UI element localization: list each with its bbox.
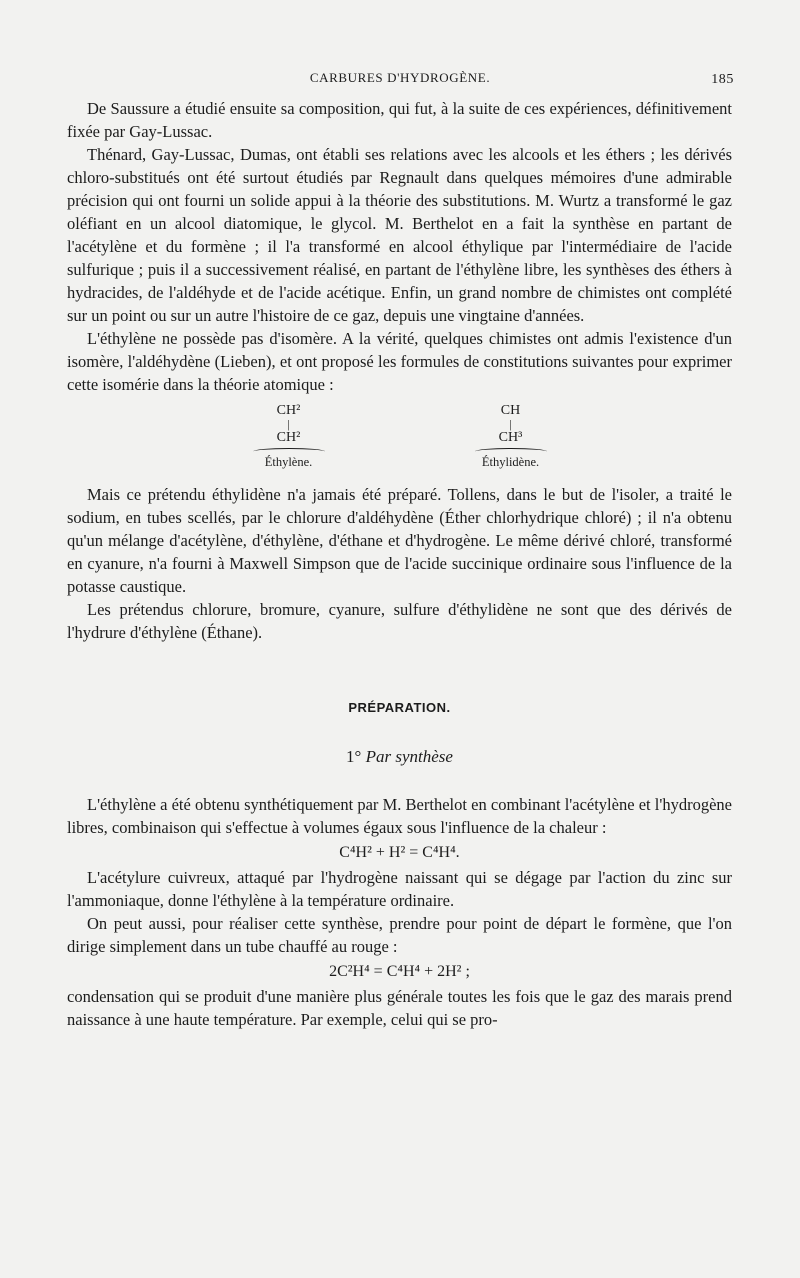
- formula-ethylidene: [475, 402, 547, 471]
- equation: 2C²H⁴ = C⁴H⁴ + 2H² ;: [329, 963, 470, 980]
- paragraph: Les prétendus chlorure, bromure, cyanure, sulfure d'éthylidène ne sont que des dérivés de l'hydrure d'éthylène (Éthane).: [67, 600, 732, 642]
- paragraph-continued: condensation qui se produit d'une manière plus générale toutes les fois que le gaz des marais prend naissance à une haute température. Par exemple, celui qui se pro-: [67, 987, 732, 1029]
- paragraph: L'éthylène a été obtenu synthétiquement par M. Berthelot en combinant l'acétylène et l'hydrogène libres, combinaison qui s'effectue à volumes égaux sous l'influence de la chaleur :: [67, 795, 732, 837]
- formula-bottom: CH²: [276, 430, 301, 445]
- equation: C⁴H² + H² = C⁴H⁴.: [339, 844, 460, 861]
- section-title: PRÉPARATION.: [348, 700, 451, 715]
- bond-line: |: [287, 417, 290, 431]
- paragraph: Mais ce prétendu éthylidène n'a jamais été préparé. Tollens, dans le but de l'isoler, a traité le sodium, en tubes scellés, par le chlorure d'aldéhydène (Éther chlorhydrique chloré) ; il n'a obtenu qu'un mélange d'acétylène, d'éthylène, d'éthane et d'hydrogène. Le même dérivé chloré, transformé en cyanure, n'a fourni à Maxwell Simpson que de l'acide succinique ordinaire sous l'influence de la potasse caustique.: [67, 485, 732, 596]
- formula-label: Éthylidène.: [481, 455, 540, 469]
- formula-label: Éthylène.: [264, 455, 313, 469]
- formula-bottom: CH³: [498, 430, 523, 445]
- formula-ethylene: [253, 402, 325, 471]
- bond-line: |: [509, 417, 512, 431]
- subsection-title: [67, 745, 732, 768]
- subsection-number: 1°: [346, 747, 362, 766]
- paragraph: De Saussure a étudié ensuite sa composition, qui fut, à la suite de ces expériences, définitivement fixée par Gay-Lussac.: [67, 99, 732, 141]
- page-header: [66, 70, 734, 92]
- paragraph: L'éthylène ne possède pas d'isomère. A la vérité, quelques chimistes ont admis l'existence d'un isomère, l'aldéhydène (Lieben), et ont proposé les formules de constitutions suivantes pour exprimer cette isomérie dans la théorie atomique :: [67, 329, 732, 394]
- subsection-name: Par synthèse: [365, 747, 453, 766]
- page-body: [67, 97, 732, 1031]
- paragraph: On peut aussi, pour réaliser cette synthèse, prendre pour point de départ le formène, que l'on dirige simplement dans un tube chauffé au rouge :: [67, 914, 732, 956]
- isomer-formulas: [67, 402, 732, 471]
- formula-top: CH: [500, 403, 521, 418]
- formula-top: CH²: [276, 403, 301, 418]
- running-title: CARBURES D'HYDROGÈNE.: [309, 70, 491, 85]
- paragraph: L'acétylure cuivreux, attaqué par l'hydrogène naissant qui se dégage par l'action du zinc sur l'ammoniaque, donne l'éthylène à la température ordinaire.: [67, 868, 732, 910]
- page-number: 185: [711, 72, 734, 87]
- paragraph: Thénard, Gay-Lussac, Dumas, ont établi ses relations avec les alcools et les éthers ; les dérivés chloro-substitués ont été surtout étudiés par Regnault dans quelques mémoires d'une admirable précision qui ont fourni un solide appui à la théorie des substitutions. M. Wurtz a transformé le gaz oléfiant en un alcool diatomique, le glycol. M. Berthelot en a fait la synthèse en partant de l'acétylène et du formène ; il l'a transformé en alcool éthylique par l'intermédiaire de l'acide sulfurique ; puis il a successivement réalisé, en partant de l'éthylène libre, les synthèses des éthers à hydracides, de l'aldéhyde et de l'acide acétique. Enfin, un grand nombre de chimistes ont complété sur un point ou sur un autre l'histoire de ce gaz, depuis une vingtaine d'années.: [67, 145, 732, 325]
